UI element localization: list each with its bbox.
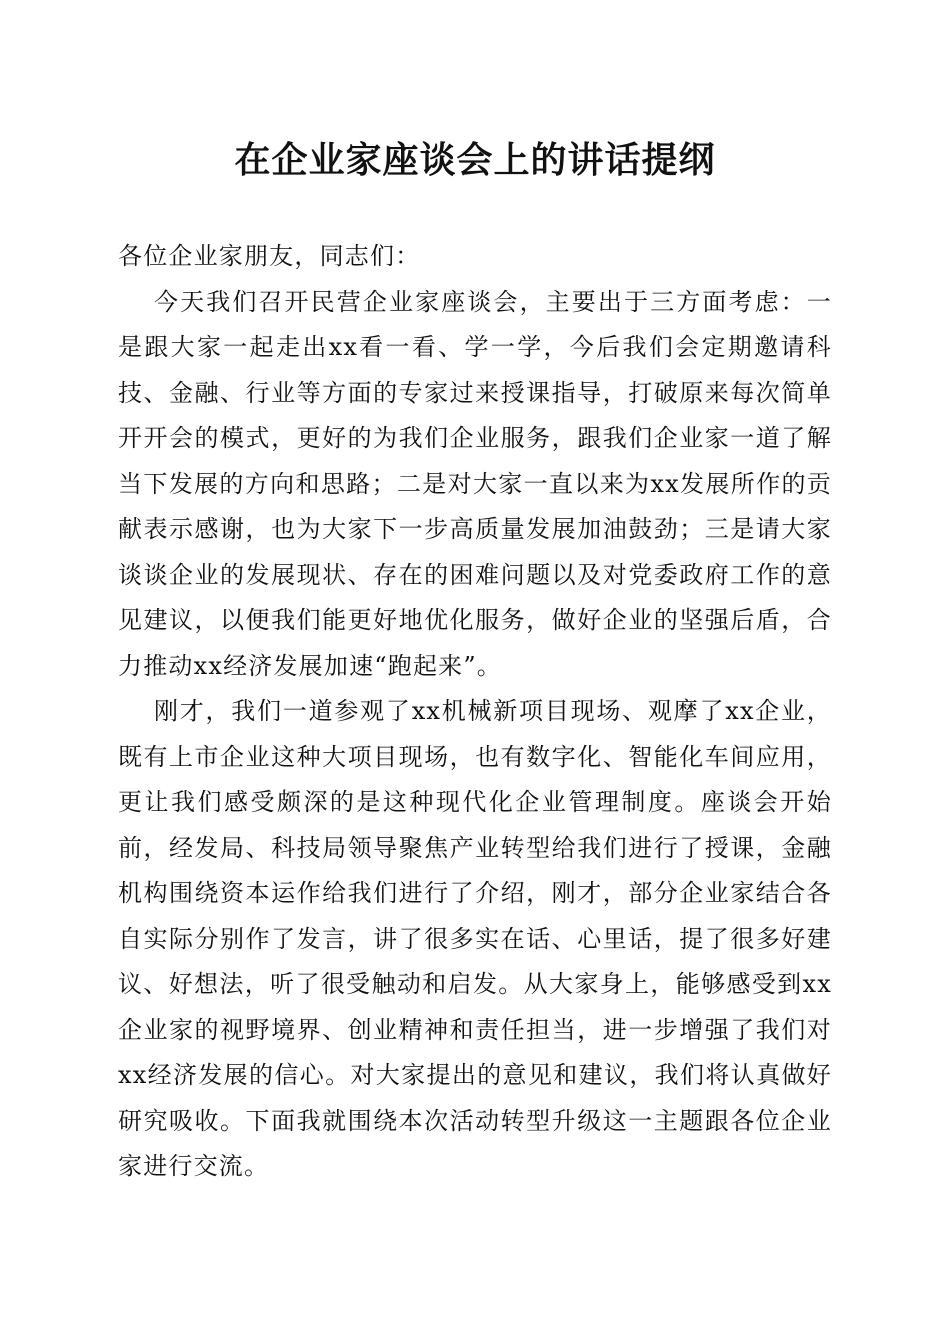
document-title: 在企业家座谈会上的讲话提纲: [234, 139, 716, 181]
document-body: [118, 234, 832, 1190]
paragraph-2: 刚才，我们一道参观了xx机械新项目现场、观摩了xx企业，既有上市企业这种大项目现场，也有数字化、智能化车间应用，更让我们感受颇深的是这种现代化企业管理制度。座谈会开始前，经发局、科技局领导聚焦产业转型给我们进行了授课，金融机构围绕资本运作给我们进行了介绍，刚才，部分企业家结合各自实际分别作了发言，讲了很多实在话、心里话，提了很多好建议、好想法，听了很受触动和启发。从大家身上，能够感受到xx企业家的视野境界、创业精神和责任担当，进一步增强了我们对xx经济发展的信心。对大家提出的意见和建议，我们将认真做好研究吸收。下面我就围绕本次活动转型升级这一主题跟各位企业家进行交流。: [118, 697, 832, 1180]
greeting-line: 各位企业家朋友，同志们：: [118, 242, 421, 270]
paragraph-1: 今天我们召开民营企业家座谈会，主要出于三方面考虑：一是跟大家一起走出xx看一看、学一学，今后我们会定期邀请科技、金融、行业等方面的专家过来授课指导，打破原来每次简单开开会的模式，更好的为我们企业服务，跟我们企业家一道了解当下发展的方向和思路；二是对大家一直以来为xx发展所作的贡献表示感谢，也为大家下一步高质量发展加油鼓劲；三是请大家谈谈企业的发展现状、存在的困难问题以及对党委政府工作的意见建议，以便我们能更好地优化服务，做好企业的坚强后盾，合力推动xx经济发展加速“跑起来”。: [118, 287, 832, 680]
